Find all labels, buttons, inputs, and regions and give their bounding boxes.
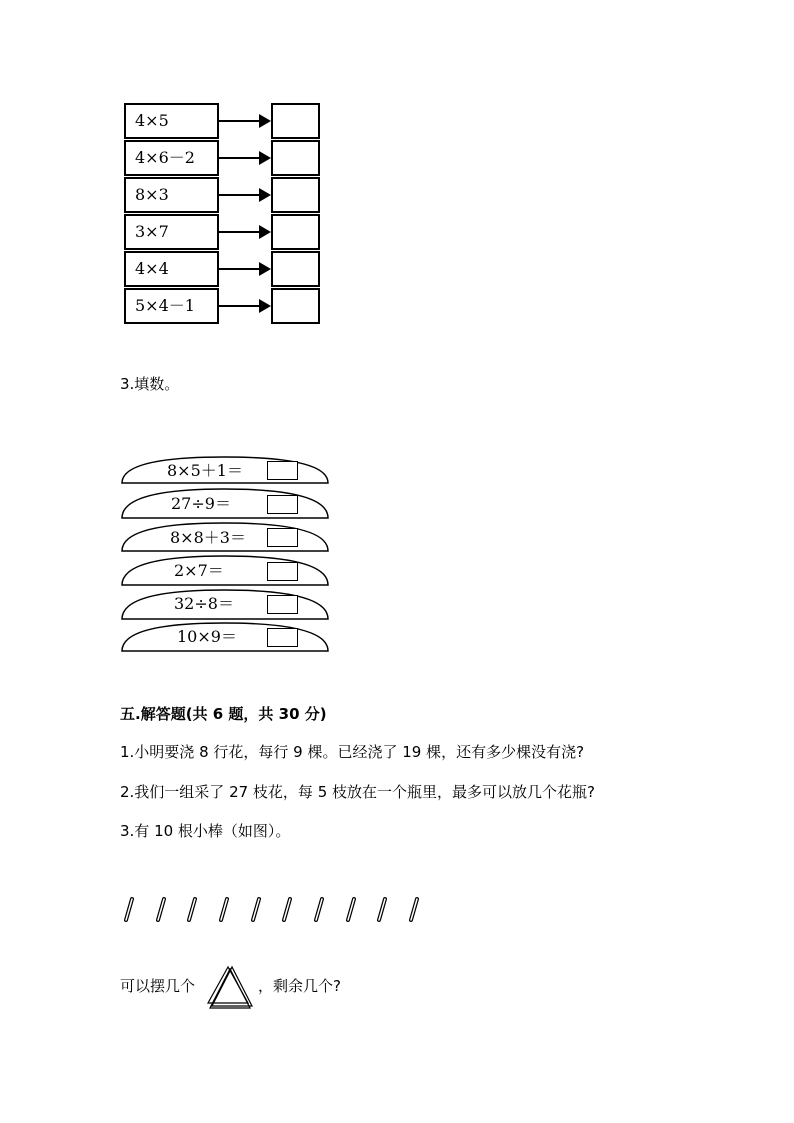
arrow-icon (219, 298, 271, 314)
arc-expression: 32÷8＝ (174, 594, 234, 613)
match-row (124, 288, 320, 325)
stick-icon (411, 899, 417, 920)
match-row (124, 140, 320, 177)
arrow-icon (219, 261, 271, 277)
expression-box: 4×6－2 (124, 140, 219, 176)
stick-icon (379, 899, 385, 920)
stick-icon (316, 899, 322, 920)
triangle-icon (204, 964, 256, 1010)
arrow-icon (219, 113, 271, 129)
answer-box[interactable] (267, 461, 298, 480)
question-3-prefix: 可以摆几个 (120, 977, 196, 995)
answer-box[interactable] (271, 251, 320, 287)
arrow-icon (219, 150, 271, 166)
expression-box: 5×4－1 (124, 288, 219, 324)
question-1: 1.小明要浇 8 行花，每行 9 棵。已经浇了 19 棵，还有多少棵没有浇? (120, 743, 585, 761)
expression-box: 4×5 (124, 103, 219, 139)
section-heading: 五.解答题(共 6 题，共 30 分) (120, 705, 327, 723)
stick-icon (284, 899, 290, 920)
match-row (124, 177, 320, 214)
question-3-suffix: ，剩余几个? (258, 977, 341, 995)
arc-expression: 27÷9＝ (171, 494, 231, 513)
stick-icon (221, 899, 227, 920)
answer-box[interactable] (271, 214, 320, 250)
match-row (124, 251, 320, 288)
stick-icon (189, 899, 195, 920)
arrow-icon (219, 187, 271, 203)
sticks-graphic (118, 896, 430, 924)
section-title: 3.填数。 (120, 375, 180, 393)
answer-box[interactable] (267, 528, 298, 547)
expression-box: 8×3 (124, 177, 219, 213)
stick-icon (348, 899, 354, 920)
expression-box: 3×7 (124, 214, 219, 250)
arrow-icon (219, 224, 271, 240)
match-row (124, 214, 320, 251)
arc-expression: 2×7＝ (174, 561, 224, 580)
answer-box[interactable] (267, 495, 298, 514)
answer-box[interactable] (267, 628, 298, 647)
question-3: 3.有 10 根小棒（如图）。 (120, 822, 291, 840)
answer-box[interactable] (267, 562, 298, 581)
question-2: 2.我们一组采了 27 枝花，每 5 枝放在一个瓶里，最多可以放几个花瓶? (120, 783, 595, 801)
arc-expression: 8×8＋3＝ (170, 528, 246, 547)
answer-box[interactable] (271, 103, 320, 139)
answer-box[interactable] (271, 177, 320, 213)
answer-box[interactable] (267, 595, 298, 614)
answer-box[interactable] (271, 288, 320, 324)
arc-expression: 8×5＋1＝ (167, 461, 243, 480)
expression-box: 4×4 (124, 251, 219, 287)
match-row (124, 103, 320, 140)
stick-icon (126, 899, 132, 920)
arc-expression: 10×9＝ (177, 627, 237, 646)
stick-icon (253, 899, 259, 920)
answer-box[interactable] (271, 140, 320, 176)
stick-icon (158, 899, 164, 920)
